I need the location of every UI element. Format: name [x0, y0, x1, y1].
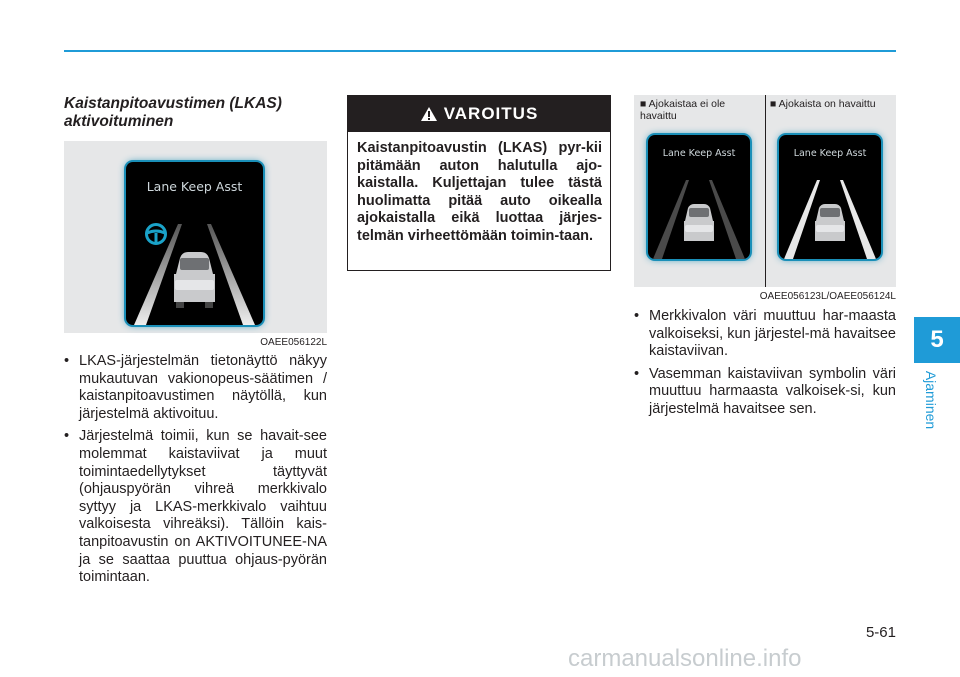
warning-title: VAROITUS [443, 104, 539, 123]
right-bullet-list [634, 308, 896, 424]
cluster-screen-detected [779, 135, 881, 259]
list-item: • Vasemman kaistaviivan symbolin väri muuttuu harmaasta valkoisek-si, kun järjestelmä havaitsee sen. [634, 365, 896, 417]
list-item: • Merkkivalon väri muuttuu har-maasta valkoiseksi, kun järjestel-mä havaitsee kaistaviivan. [634, 308, 896, 360]
steering-wheel-icon [144, 222, 168, 246]
bullet-dot: • [634, 308, 640, 324]
warning-icon [420, 106, 438, 122]
bullet-dot: • [64, 353, 70, 369]
figure-caption-left: OAEE056122L [260, 337, 327, 348]
section-heading: Kaistanpitoavustimen (LKAS) aktivoituminen [64, 95, 282, 130]
top-rule [64, 50, 896, 52]
page-number: 5-61 [865, 624, 896, 641]
legend-not-detected: ■ Ajokaistaa ei ole havaittu [640, 98, 726, 122]
car-icon [684, 204, 714, 241]
chapter-label: Ajaminen [923, 370, 939, 430]
figure-caption-right: OAEE056123L/OAEE056124L [759, 291, 896, 302]
road-car-graphic [648, 135, 750, 259]
road-car-graphic [779, 135, 881, 259]
left-bullet-list [64, 353, 327, 592]
legend-detected: ■ Ajokaista on havaittu [770, 98, 876, 110]
chapter-tab[interactable]: 5 [914, 317, 960, 363]
warning-header [348, 96, 610, 132]
list-item: • LKAS-järjestelmän tietonäyttö näkyy mukautuvan vakionopeus-säätimen / kaistanpitoavustimen näytöllä, kun järjestelmä aktivoituu. [64, 353, 327, 422]
cluster-screen [126, 162, 263, 325]
list-item: • Järjestelmä toimii, kun se havait-see molemmat kaistaviivat ja muut toimintaedellytykset täyttyvät (ohjauspyörän vihreä merkkivalo syttyy ja LKAS-merkkivalo vaihtuu valkoisesta vihreäksi). Tällöin kais-tanpitoavustin on AKTIVOITUNEE-NA ja se saattaa puuttua ohjaus-pyörän toimintaan. [64, 428, 327, 586]
figure-divider [765, 95, 766, 287]
screen-title: Lane Keep Asst [146, 179, 243, 194]
bullet-dot: • [64, 428, 70, 445]
bullet-dot: • [634, 365, 640, 382]
car-icon [174, 252, 215, 308]
watermark: carmanualsonline.info [568, 645, 802, 672]
screen-title: Lane Keep Asst [793, 148, 867, 159]
lkas-display-figure [64, 141, 327, 333]
cluster-screen-not-detected [648, 135, 750, 259]
warning-box [347, 95, 611, 271]
screen-title: Lane Keep Asst [662, 148, 736, 159]
warning-text: Kaistanpitoavustin (LKAS) pyr-kii pitämään auton halutulla ajo-kaistalla. Kuljettajan tulee tästä huolimatta pitää auto oikealla ajokaistalla eikä luottaa järjes-telmän virheettömään toimin-taan. [357, 140, 602, 244]
car-icon [815, 204, 845, 241]
lane-detection-figure [634, 95, 896, 287]
